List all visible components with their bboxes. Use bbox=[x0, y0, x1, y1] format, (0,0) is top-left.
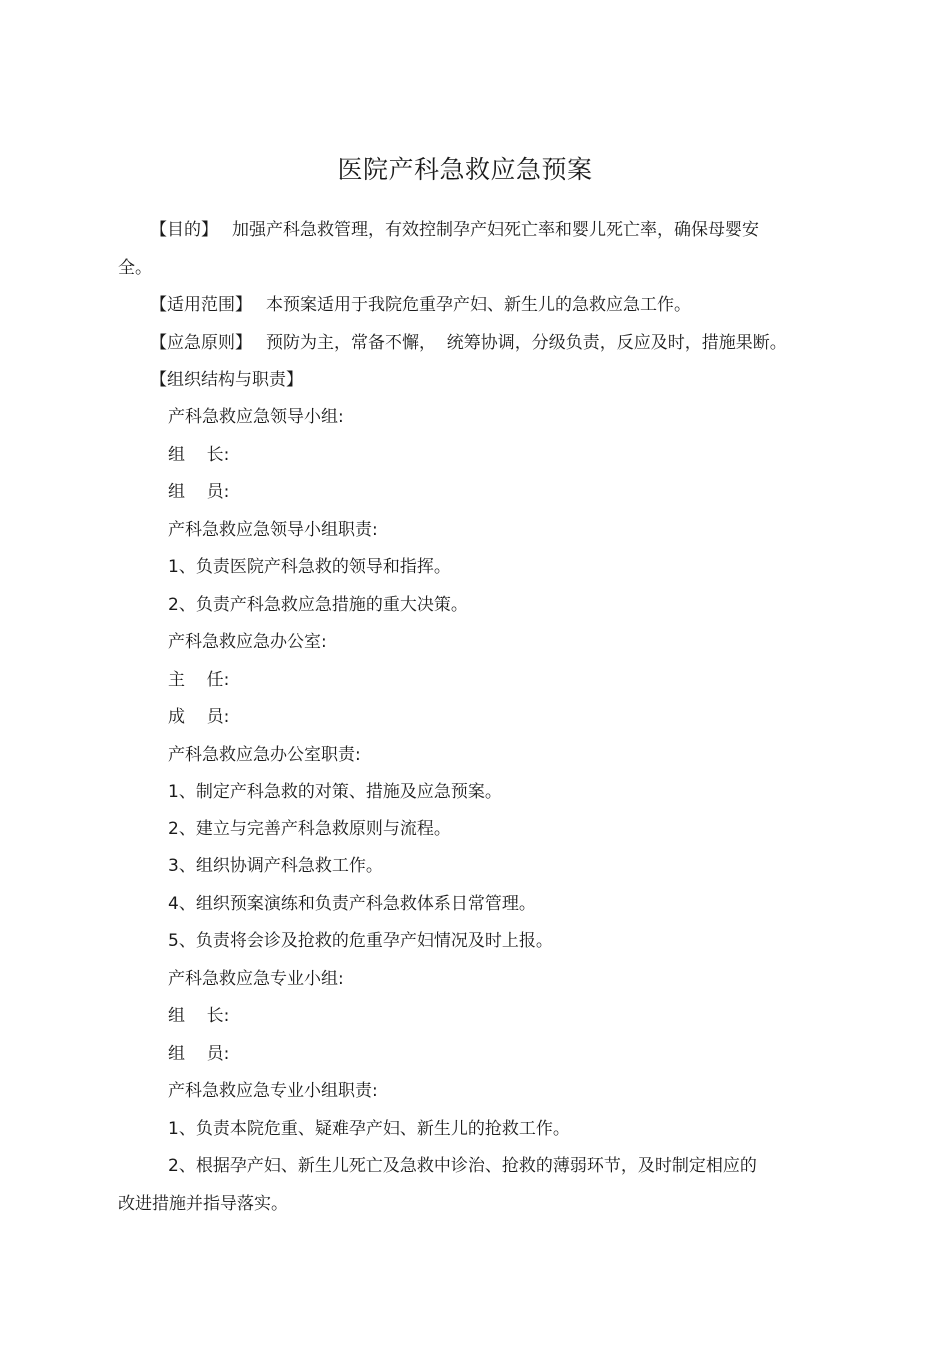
expert-leader-line: 组 长: bbox=[168, 1006, 230, 1026]
purpose-paragraph bbox=[150, 217, 759, 243]
office-duty-item: 5、负责将会诊及抢救的危重孕产妇情况及时上报。 bbox=[168, 931, 553, 951]
office-heading: 产科急救应急办公室: bbox=[168, 632, 327, 652]
office-duty-item: 3、组织协调产科急救工作。 bbox=[168, 856, 383, 876]
purpose-label: 【目的】 bbox=[150, 220, 218, 240]
scope-label: 【适用范围】 bbox=[150, 295, 252, 315]
office-members-line: 成 员: bbox=[168, 707, 230, 727]
expert-duty-item: 1、负责本院危重、疑难孕产妇、新生儿的抢救工作。 bbox=[168, 1119, 570, 1139]
principles-text: 预防为主，常备不懈， 统筹协调，分级负责，反应及时，措施果断。 bbox=[266, 333, 787, 353]
leadership-duty-item: 2、负责产科急救应急措施的重大决策。 bbox=[168, 595, 468, 615]
expert-members-line: 组 员: bbox=[168, 1044, 230, 1064]
office-duties-heading: 产科急救应急办公室职责: bbox=[168, 745, 361, 765]
expert-duty-item: 2、根据孕产妇、新生儿死亡及急救中诊治、抢救的薄弱环节，及时制定相应的 bbox=[168, 1156, 757, 1176]
expert-duty-continuation: 改进措施并指导落实。 bbox=[118, 1194, 288, 1214]
document-title: 医院产科急救应急预案 bbox=[337, 155, 593, 184]
org-structure-heading: 【组织结构与职责】 bbox=[150, 370, 303, 390]
principles-label: 【应急原则】 bbox=[150, 333, 252, 353]
leadership-duties-heading: 产科急救应急领导小组职责: bbox=[168, 520, 378, 540]
scope-text: 本预案适用于我院危重孕产妇、新生儿的急救应急工作。 bbox=[266, 295, 691, 315]
office-duty-item: 4、组织预案演练和负责产科急救体系日常管理。 bbox=[168, 894, 536, 914]
leadership-group-heading: 产科急救应急领导小组: bbox=[168, 407, 344, 427]
scope-paragraph bbox=[150, 292, 691, 318]
expert-group-heading: 产科急救应急专业小组: bbox=[168, 969, 344, 989]
office-duty-item: 1、制定产科急救的对策、措施及应急预案。 bbox=[168, 782, 502, 802]
leadership-members-line: 组 员: bbox=[168, 482, 230, 502]
purpose-text: 加强产科急救管理，有效控制孕产妇死亡率和婴儿死亡率，确保母婴安 bbox=[232, 220, 759, 240]
leadership-duty-item: 1、负责医院产科急救的领导和指挥。 bbox=[168, 557, 451, 577]
principles-paragraph bbox=[150, 330, 787, 356]
office-director-line: 主 任: bbox=[168, 670, 230, 690]
office-duty-item: 2、建立与完善产科急救原则与流程。 bbox=[168, 819, 451, 839]
expert-duties-heading: 产科急救应急专业小组职责: bbox=[168, 1081, 378, 1101]
purpose-continuation: 全。 bbox=[118, 258, 152, 278]
leadership-leader-line: 组 长: bbox=[168, 445, 230, 465]
